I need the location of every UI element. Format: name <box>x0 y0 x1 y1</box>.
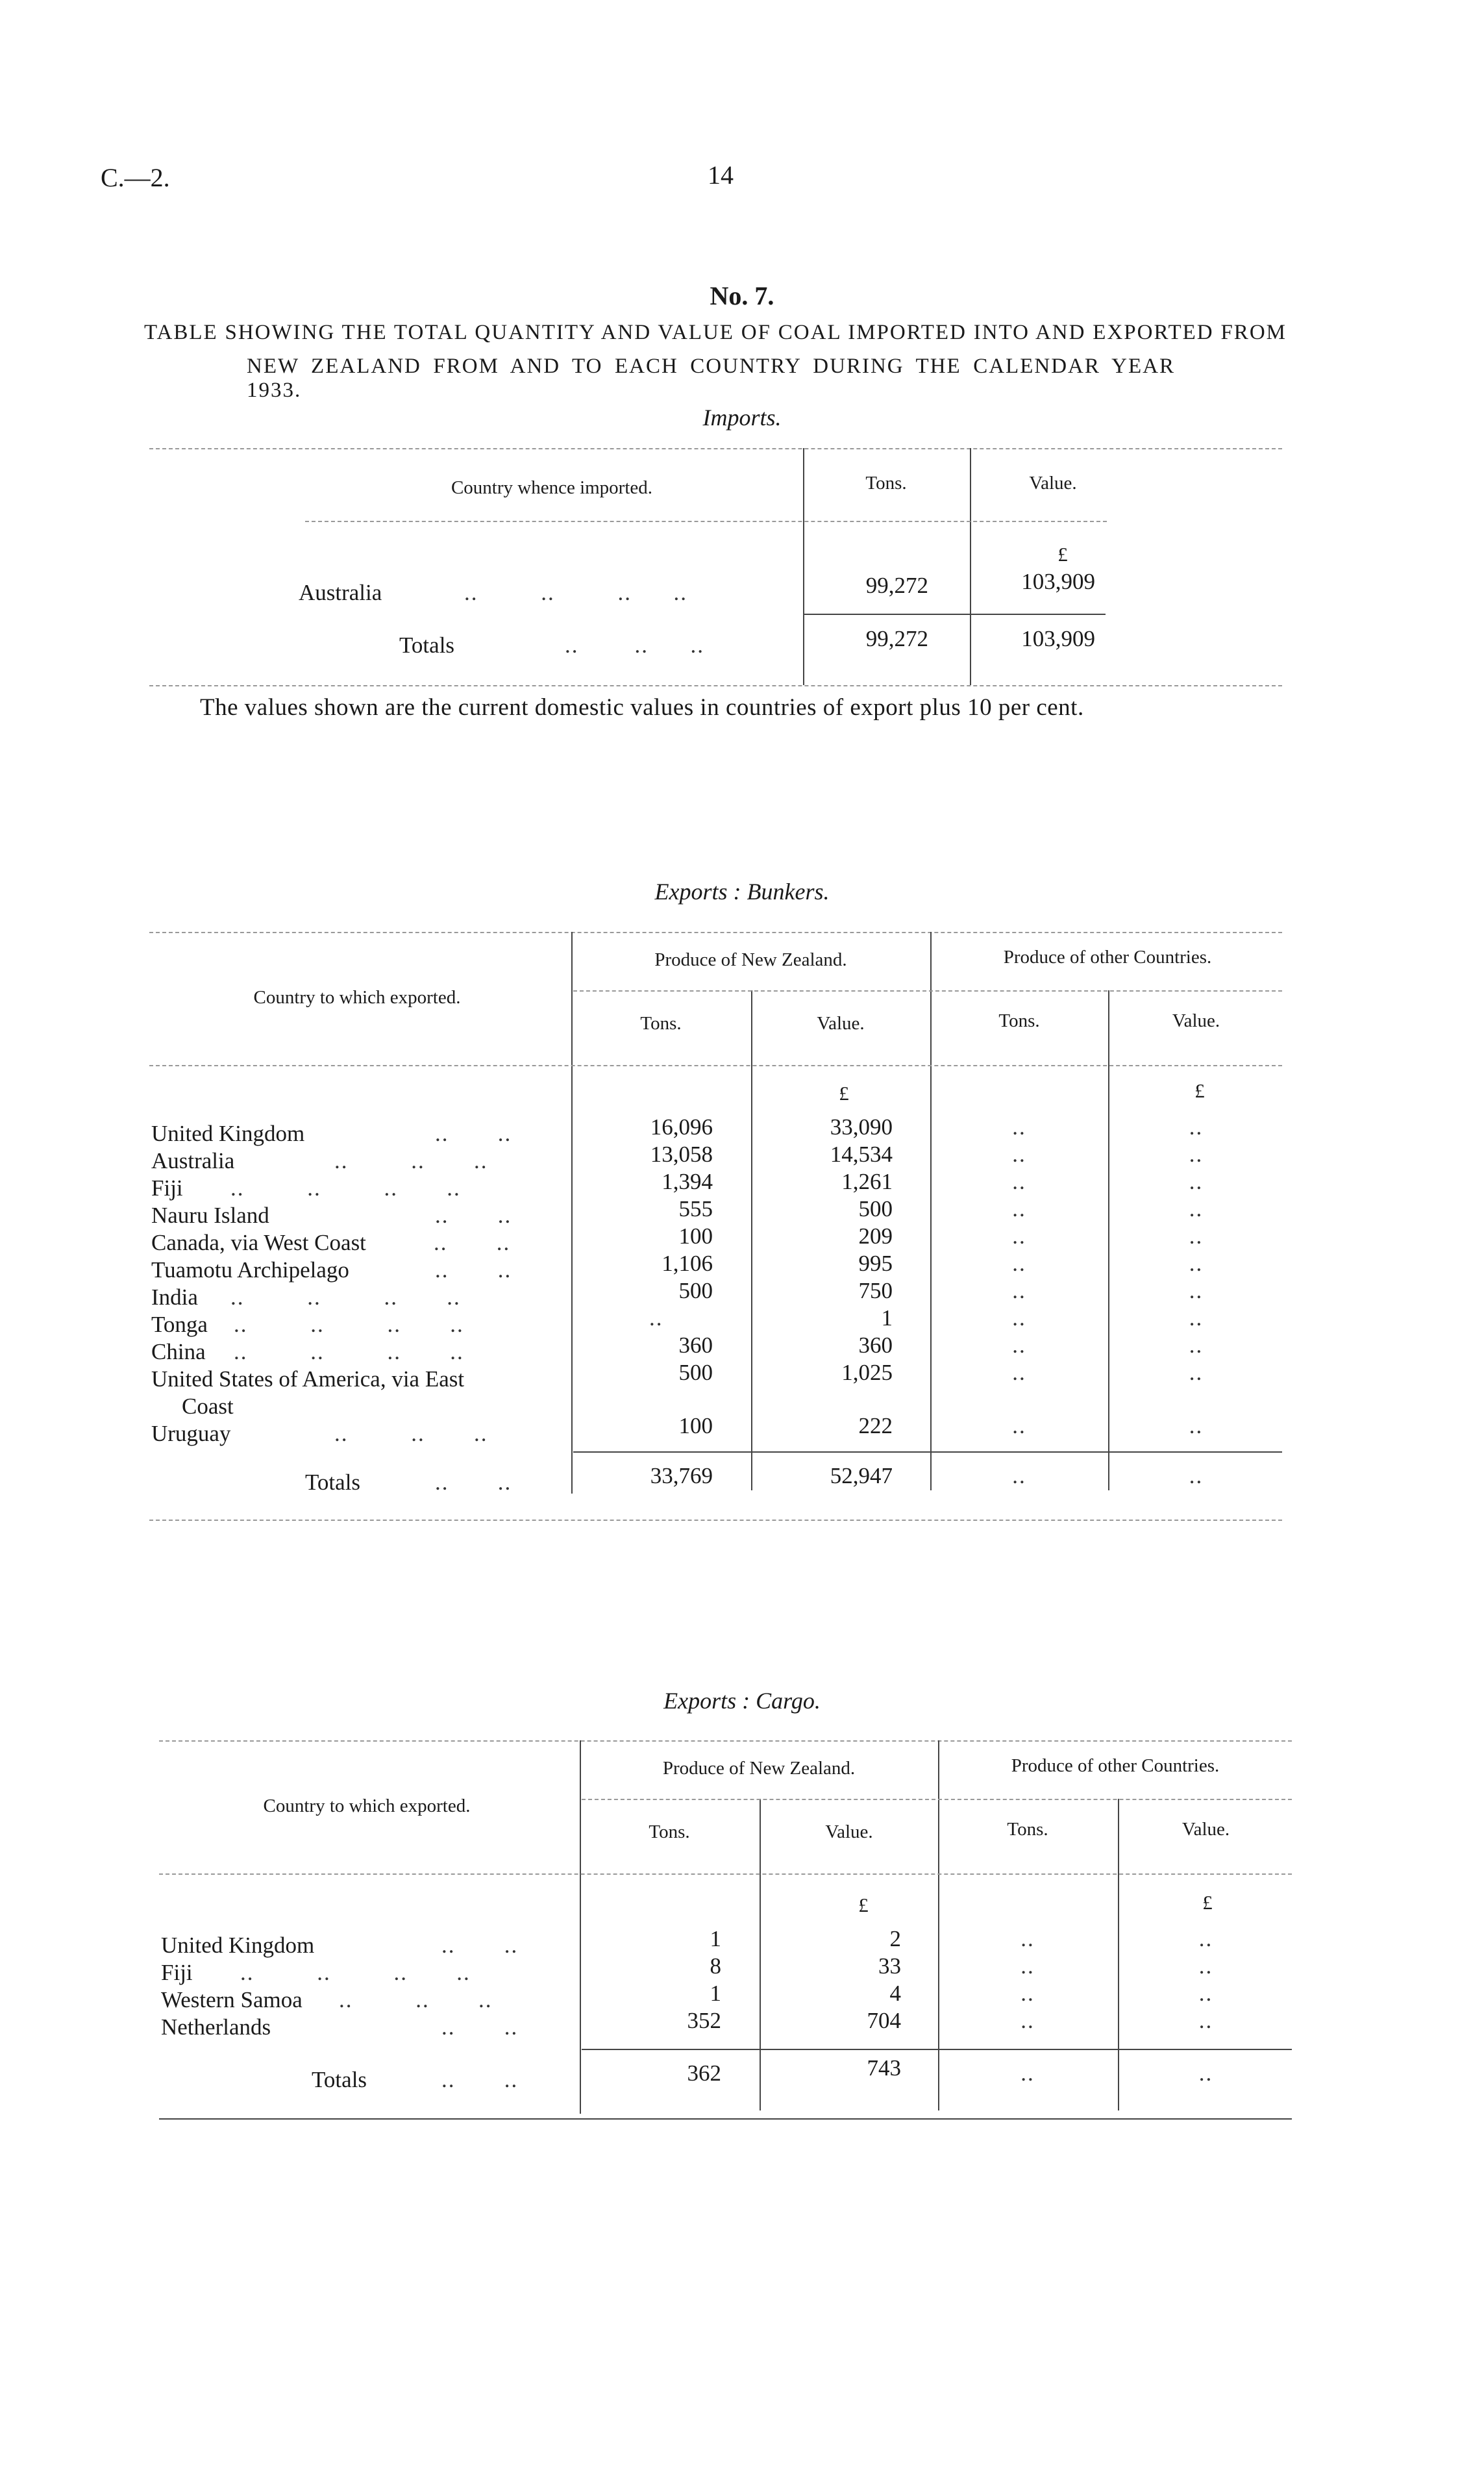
other-tons: .. <box>1020 1953 1035 1979</box>
other-tons: .. <box>1012 1223 1026 1249</box>
totals-label: Totals <box>312 2067 367 2092</box>
other-value: .. <box>1189 1114 1204 1140</box>
totals-label: Totals <box>399 632 455 658</box>
other-tons: .. <box>1012 1114 1026 1140</box>
other-tons: .. <box>1020 2008 1035 2033</box>
page-number: 14 <box>708 160 734 190</box>
tons-value: 99,272 <box>865 573 928 598</box>
tons-value: 500 <box>678 1278 713 1303</box>
tons-value: 500 <box>678 1360 713 1385</box>
country-name: Tuamotu Archipelago <box>151 1257 349 1283</box>
country-name: Nauru Island <box>151 1203 269 1228</box>
cargo-header-nz: Produce of New Zealand. <box>662 1758 856 1779</box>
imports-section-title: Imports. <box>702 405 782 431</box>
value-amount: 2 <box>889 1926 901 1951</box>
country-name: China <box>151 1339 206 1364</box>
other-tons: .. <box>1012 1333 1026 1358</box>
other-value: .. <box>1198 1926 1213 1951</box>
cargo-header-other: Produce of other Countries. <box>1011 1755 1220 1776</box>
imports-note: The values shown are the current domestic values in countries of export plus 10 per cent. <box>200 694 1084 721</box>
totals-value: 52,947 <box>830 1463 893 1488</box>
other-value: .. <box>1198 2008 1213 2033</box>
other-value: .. <box>1189 1223 1204 1249</box>
value-amount: 103,909 <box>1021 569 1095 594</box>
value-amount: 750 <box>858 1278 893 1303</box>
tons-value: 100 <box>678 1413 713 1438</box>
bunkers-nz-currency: £ <box>839 1082 849 1105</box>
other-value: .. <box>1189 1305 1204 1331</box>
cargo-other-currency: £ <box>1202 1891 1213 1914</box>
totals-value: 103,909 <box>1021 626 1095 651</box>
value-amount: 14,534 <box>830 1142 893 1167</box>
value-amount: 33,090 <box>830 1114 893 1140</box>
value-amount: 360 <box>858 1333 893 1358</box>
tons-value: 16,096 <box>650 1114 713 1140</box>
other-value: .. <box>1189 1251 1204 1276</box>
other-value: .. <box>1189 1333 1204 1358</box>
country-name: Canada, via West Coast <box>151 1230 366 1255</box>
bunkers-other-currency: £ <box>1194 1079 1205 1102</box>
value-amount: 1,025 <box>841 1360 893 1385</box>
other-tons: .. <box>1020 1981 1035 2006</box>
country-name: India <box>151 1284 198 1310</box>
other-tons: .. <box>1012 1305 1026 1331</box>
cargo-section-title: Exports : Cargo. <box>663 1688 821 1714</box>
country-name-continued: Coast <box>182 1394 234 1419</box>
country-name: Western Samoa <box>161 1987 303 2012</box>
value-amount: 33 <box>878 1953 901 1979</box>
totals-label: Totals <box>305 1470 361 1495</box>
other-value: .. <box>1189 1169 1204 1194</box>
country-name: Uruguay <box>151 1421 231 1446</box>
tons-value: 100 <box>678 1223 713 1249</box>
cargo-header-other-value: Value. <box>1181 1819 1230 1840</box>
other-tons: .. <box>1012 1169 1026 1194</box>
table-number: No. 7. <box>710 281 774 310</box>
tons-value: 1 <box>710 1926 721 1951</box>
value-amount: 704 <box>867 2008 901 2033</box>
country-name: Tonga <box>151 1312 208 1337</box>
totals-other-tons: .. <box>1020 2060 1035 2086</box>
tons-value: .. <box>649 1305 663 1331</box>
table-title-line-2: NEW ZEALAND FROM AND TO EACH COUNTRY DURING THE CALENDAR YEAR 1933. <box>247 355 1175 402</box>
cargo-header-other-tons: Tons. <box>1007 1819 1048 1840</box>
country-name: Fiji <box>151 1175 183 1201</box>
totals-other-tons: .. <box>1012 1463 1026 1488</box>
tons-value: 1,394 <box>662 1169 713 1194</box>
cargo-nz-currency: £ <box>858 1894 869 1916</box>
cargo-header-country: Country to which exported. <box>263 1796 471 1816</box>
value-amount: 995 <box>858 1251 893 1276</box>
table-title-line-1: TABLE SHOWING THE TOTAL QUANTITY AND VALUE OF COAL IMPORTED INTO AND EXPORTED FROM <box>144 321 1287 344</box>
cargo-header-nz-tons: Tons. <box>649 1822 690 1842</box>
tons-value: 352 <box>687 2008 721 2033</box>
tons-value: 360 <box>678 1333 713 1358</box>
other-tons: .. <box>1012 1196 1026 1221</box>
other-value: .. <box>1198 1953 1213 1979</box>
bunkers-header-other-tons: Tons. <box>998 1010 1040 1031</box>
country-name: Netherlands <box>161 2014 271 2040</box>
other-tons: .. <box>1012 1360 1026 1385</box>
document-reference: C.—2. <box>101 163 170 192</box>
totals-other-value: .. <box>1189 1463 1204 1488</box>
value-amount: 4 <box>889 1981 901 2006</box>
tons-value: 555 <box>678 1196 713 1221</box>
bunkers-header-other-value: Value. <box>1172 1010 1220 1031</box>
bunkers-section-title: Exports : Bunkers. <box>654 879 830 905</box>
other-tons: .. <box>1012 1278 1026 1303</box>
totals-value: 743 <box>867 2055 901 2081</box>
totals-tons: 99,272 <box>865 626 928 651</box>
bunkers-header-nz-value: Value. <box>817 1013 865 1034</box>
other-value: .. <box>1189 1196 1204 1221</box>
country-name: United States of America, via East <box>151 1366 465 1392</box>
imports-header-country: Country whence imported. <box>451 477 653 498</box>
value-amount: 500 <box>858 1196 893 1221</box>
country-name: United Kingdom <box>151 1121 305 1146</box>
tons-value: 1,106 <box>662 1251 713 1276</box>
other-value: .. <box>1189 1360 1204 1385</box>
country-name: Fiji <box>161 1960 193 1985</box>
tons-value: 8 <box>710 1953 721 1979</box>
value-amount: 1,261 <box>841 1169 893 1194</box>
bunkers-header-nz-tons: Tons. <box>640 1013 682 1034</box>
totals-other-value: .. <box>1198 2060 1213 2086</box>
other-tons: .. <box>1012 1413 1026 1438</box>
country-name: Australia <box>299 580 382 605</box>
imports-header-value: Value. <box>1029 473 1077 494</box>
other-value: .. <box>1189 1413 1204 1438</box>
totals-tons: 362 <box>687 2060 721 2086</box>
tons-value: 1 <box>710 1981 721 2006</box>
other-tons: .. <box>1012 1142 1026 1167</box>
imports-currency-symbol: £ <box>1057 543 1068 566</box>
value-amount: 1 <box>881 1305 893 1331</box>
other-tons: .. <box>1020 1926 1035 1951</box>
bunkers-header-other: Produce of other Countries. <box>1003 947 1212 968</box>
totals-tons: 33,769 <box>650 1463 713 1488</box>
other-tons: .. <box>1012 1251 1026 1276</box>
tons-value: 13,058 <box>650 1142 713 1167</box>
other-value: .. <box>1189 1278 1204 1303</box>
country-name: United Kingdom <box>161 1933 315 1958</box>
cargo-header-nz-value: Value. <box>825 1822 873 1842</box>
other-value: .. <box>1198 1981 1213 2006</box>
country-name: Australia <box>151 1148 235 1173</box>
value-amount: 222 <box>858 1413 893 1438</box>
value-amount: 209 <box>858 1223 893 1249</box>
other-value: .. <box>1189 1142 1204 1167</box>
imports-header-tons: Tons. <box>865 473 907 494</box>
bunkers-header-nz: Produce of New Zealand. <box>654 949 847 970</box>
bunkers-header-country: Country to which exported. <box>253 987 461 1008</box>
